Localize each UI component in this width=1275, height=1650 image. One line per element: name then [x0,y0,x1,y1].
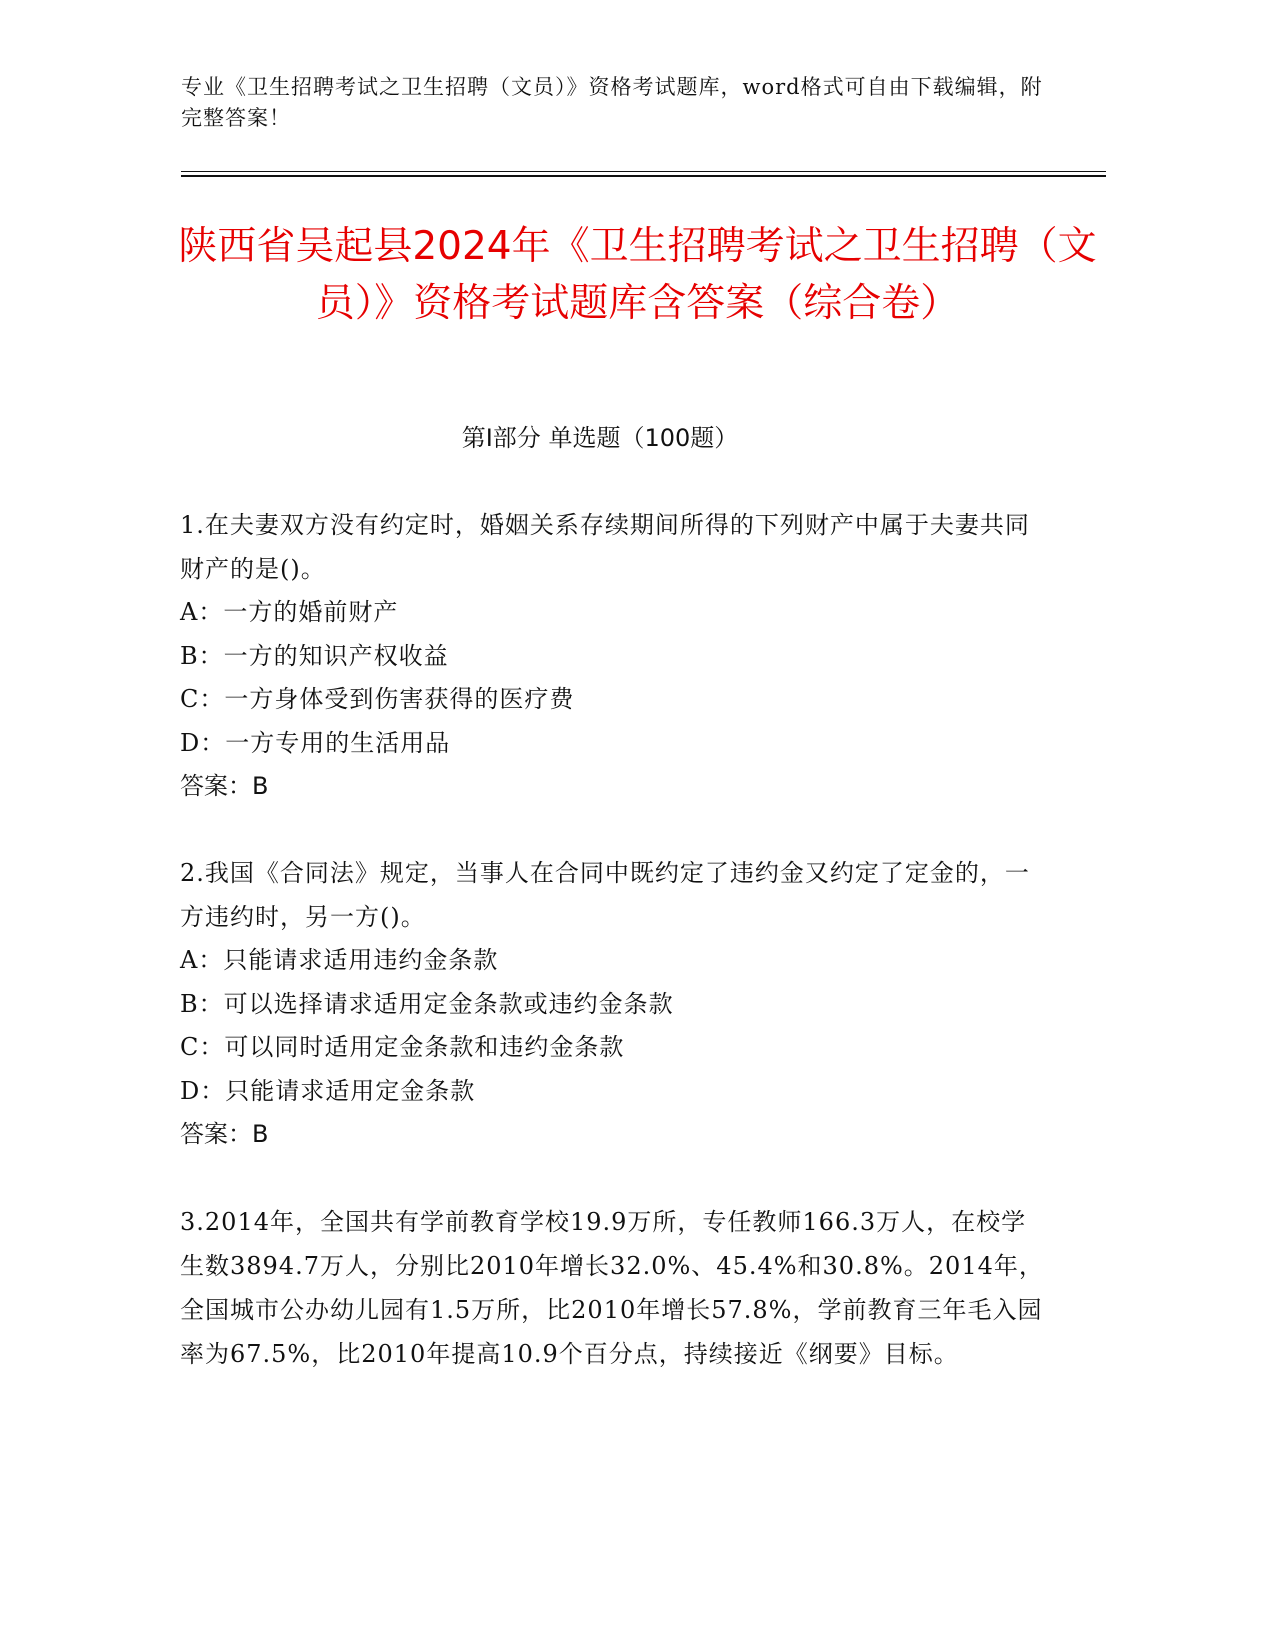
question-1-option-c: C：一方身体受到伤害获得的医疗费 [180,685,575,713]
question-2-option-a: A：只能请求适用违约金条款 [180,946,499,974]
header-rule-thick [181,175,1106,177]
question-1 [180,503,1050,809]
question-3-text: 3.2014年，全国共有学前教育学校19.9万所，专任教师166.3万人，在校学生数3894.7万人，分别比2010年增长32.0%、45.4%和30.8%。2014年，全国城市公办幼儿园有1.5万所，比2010年增长57.8%，学前教育三年毛入园率为67.5%，比2010年提高10.9个百分点，持续接近《纲要》目标。 [180,1208,1044,1368]
header-rule-thin [181,171,1106,172]
section-title: 第Ⅰ部分 单选题（100题） [461,424,739,452]
question-1-option-b: B：一方的知识产权收益 [180,641,449,670]
question-1-option-d: D：一方专用的生活用品 [180,728,451,757]
question-2-text: 2.我国《合同法》规定，当事人在合同中既约定了违约金又约定了定金的，一方违约时，另一方()。 [180,859,1030,931]
question-3 [180,1200,1050,1376]
header-note: 专业《卫生招聘考试之卫生招聘（文员）》资格考试题库，word格式可自由下载编辑，附完整答案！ [181,75,1043,130]
question-2-answer: 答案：B [180,1120,269,1148]
question-2-option-b: B：可以选择请求适用定金条款或违约金条款 [180,989,674,1018]
question-2-option-d: D：只能请求适用定金条款 [180,1076,476,1105]
question-1-answer: 答案：B [180,772,269,800]
question-2-option-c: C：可以同时适用定金条款和违约金条款 [180,1033,625,1061]
question-2 [180,851,1050,1157]
question-1-text: 1.在夫妻双方没有约定时，婚姻关系存续期间所得的下列财产中属于夫妻共同财产的是()。 [180,511,1030,583]
document-title: 陕西省吴起县2024年《卫生招聘考试之卫生招聘（文员）》资格考试题库含答案（综合卷） [178,224,1097,326]
question-1-option-a: A：一方的婚前财产 [180,598,399,626]
